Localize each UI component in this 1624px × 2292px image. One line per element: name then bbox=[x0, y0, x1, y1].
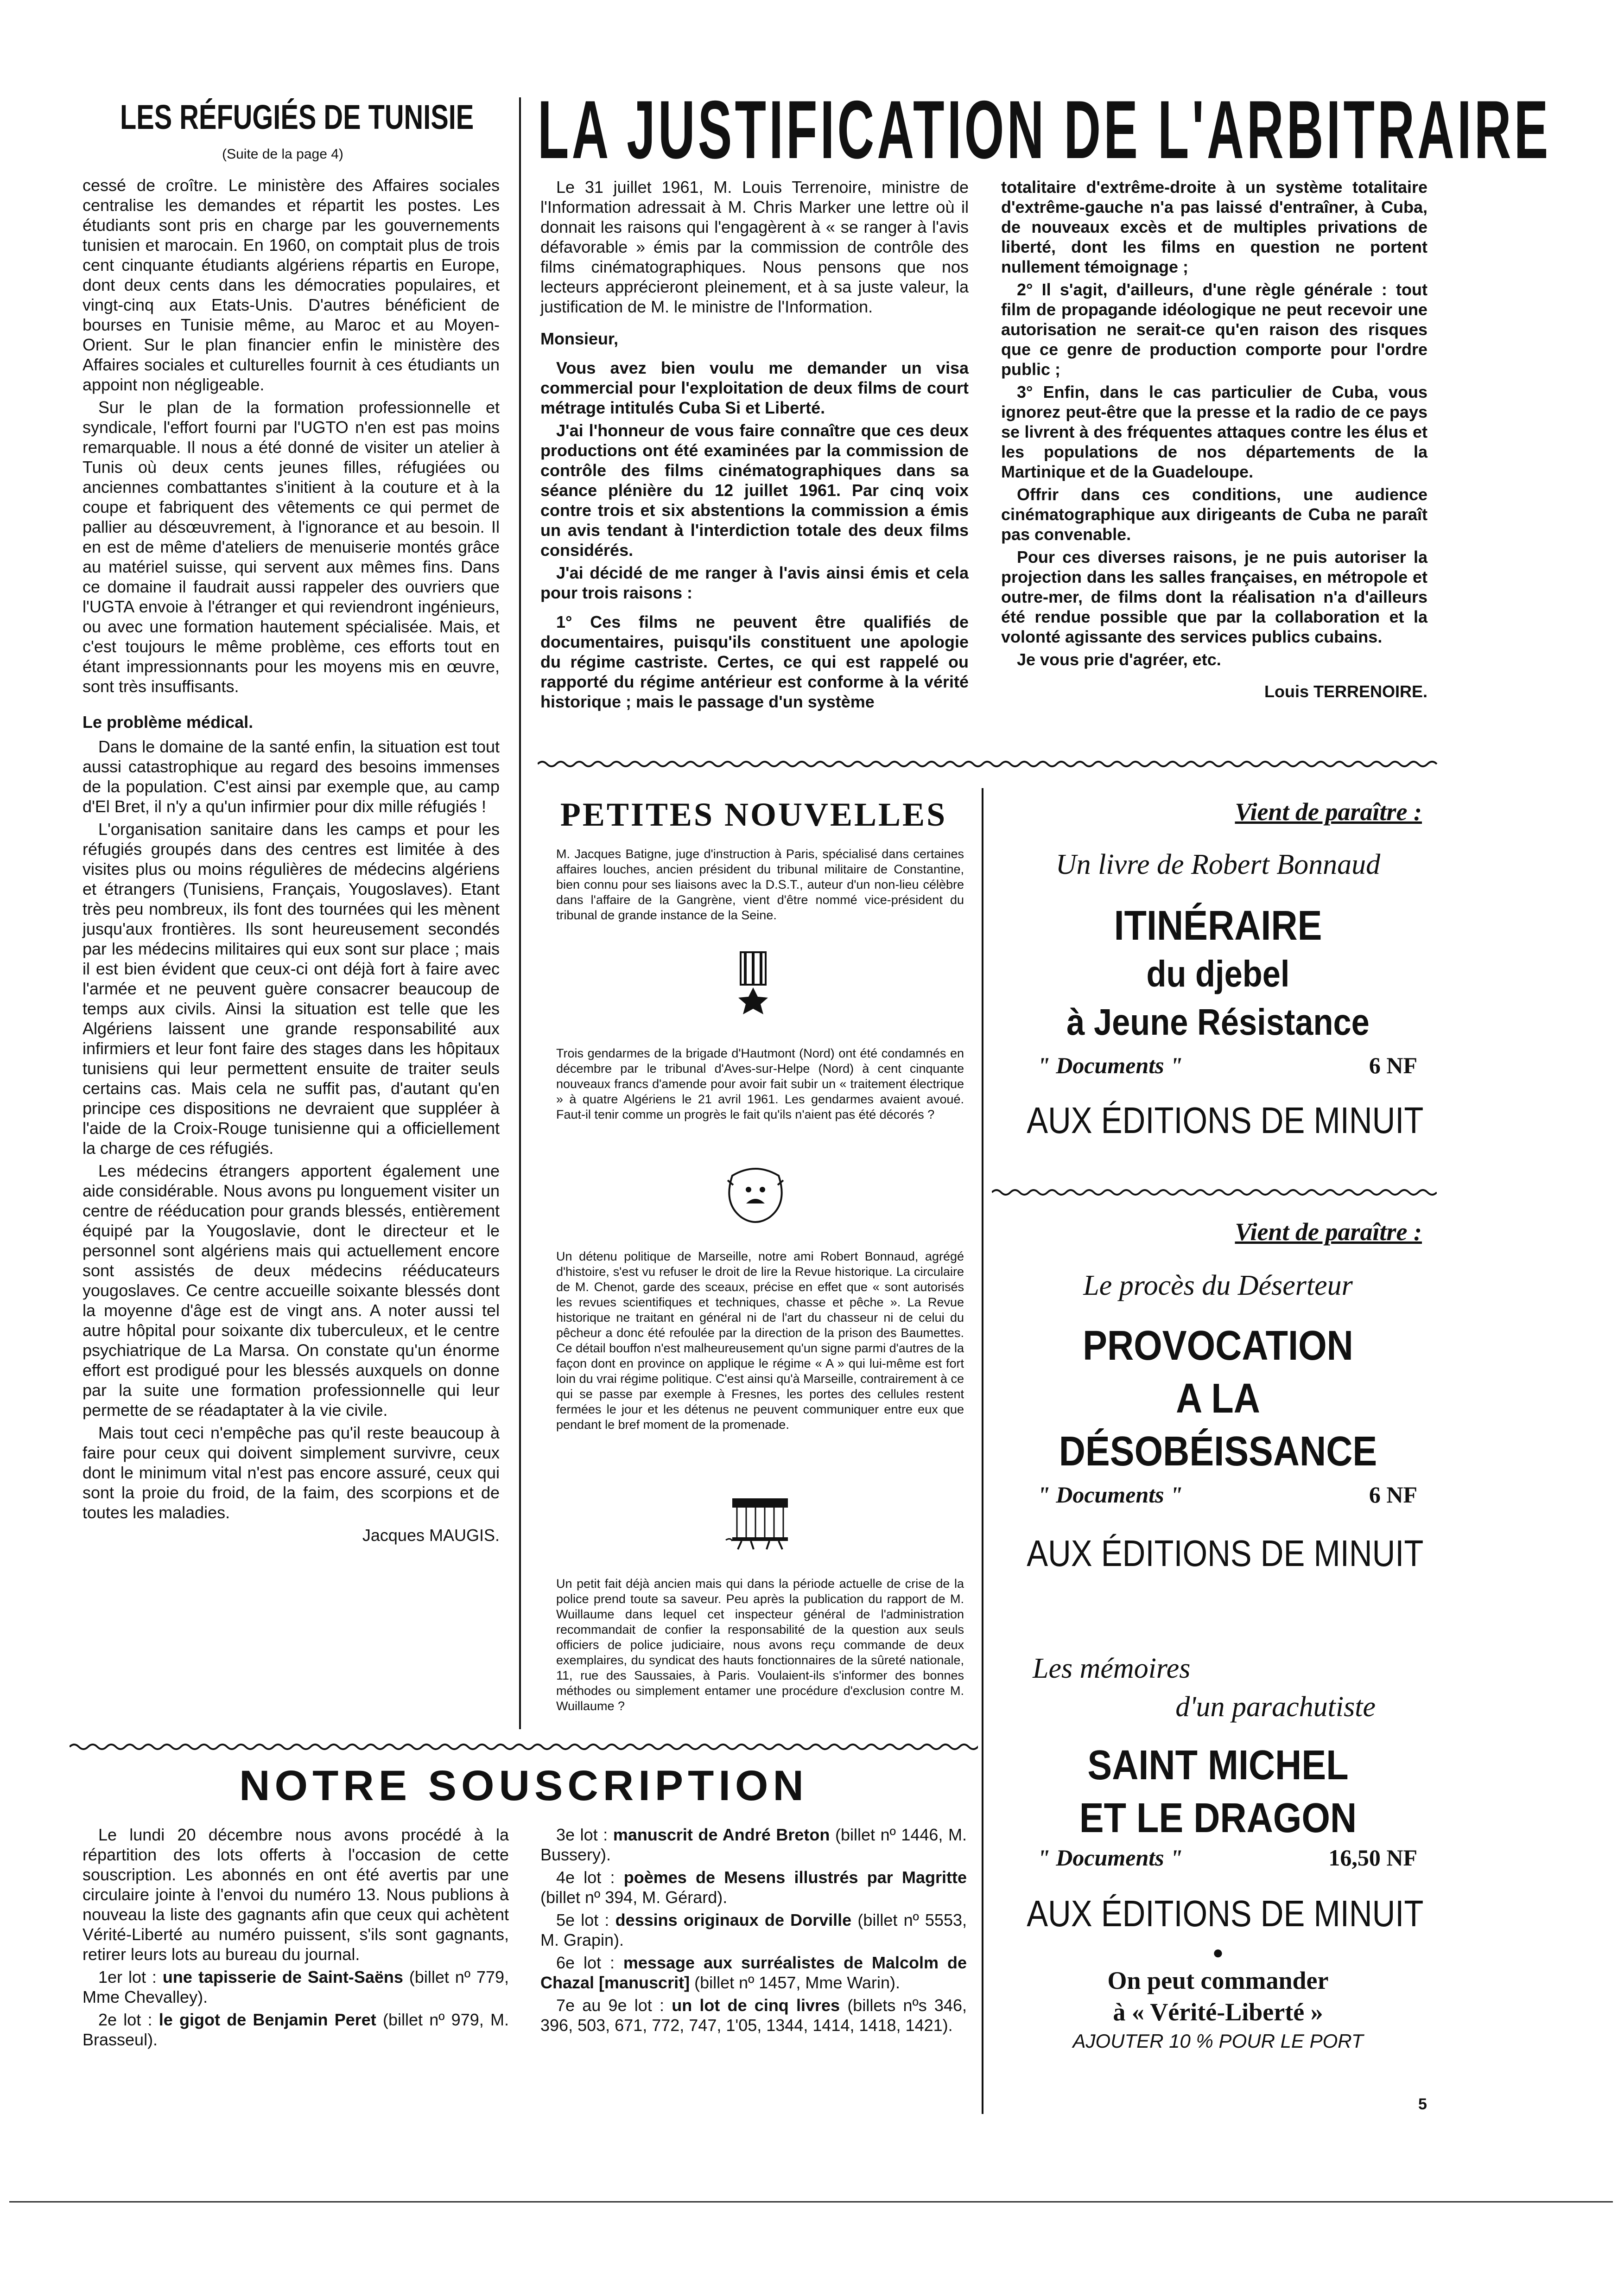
bullet-icon: ● bbox=[1212, 1942, 1224, 1963]
ad-kicker: Vient de paraître : bbox=[1235, 798, 1422, 826]
ad-provocation bbox=[996, 1217, 1440, 1576]
wavy-rule bbox=[70, 1741, 978, 1752]
ad-title-line: DÉSOBÉISSANCE bbox=[1059, 1428, 1377, 1475]
ad-order-line: à « Vérité-Liberté » bbox=[1113, 1998, 1323, 2026]
refugies-signature: Jacques MAUGIS. bbox=[362, 1526, 500, 1545]
ad-kicker: Vient de paraître : bbox=[1235, 1218, 1422, 1246]
refugies-paragraph: L'organisation sanitaire dans les camps et pour les réfugiés groupés dans des centres est limitée à des visites plus ou moins régulières de médecins algériens et étrangers (Tunisiens, Français, Yougoslaves). Etant très peu nombreux, ils font des tournées qui les mènent jusqu'aux frontières. Ils sont heureusement secondés par les médecins militaires qui eux sont sur place ; mais il est bien évident que ceux-ci ont déjà fort à faire avec l'armée et ne peuvent guère consacrer beaucoup de temps aux civils. Ainsi la situation est telle que les Algériens laissent une grande responsabilité aux infirmiers et leur font faire des stages dans les hôpitaux tunisiens qui leur permettent ensuite de traiter seuls certains cas. Mais cela ne suffit pas, d'autant qu'en principe ces dispositions ne devraient que suppléer à l'aide de la Croix-Rouge tunisienne qui a officiellement la charge de ces réfugiés. bbox=[82, 820, 500, 1158]
ad-docs bbox=[996, 1481, 1440, 1508]
ad-docs bbox=[996, 1052, 1440, 1079]
letter-paragraph: Pour ces diverses raisons, je ne puis autoriser la projection dans les salles françaises, en métropole et outre-mer, de films dont la réalisation n'a d'ailleurs été rendue possible que par la collaboration et la volonté agissante des services publics cubains. bbox=[1001, 548, 1427, 646]
refugies-paragraph: Dans le domaine de la santé enfin, la situation est tout aussi catastrophique au regard des besoins immenses de la population. C'est ainsi par exemple que, au camp d'El Bret, il n'y a qu'un infirmier pour dix mille réfugiés ! bbox=[82, 737, 500, 816]
ad-docs-label: " Documents " bbox=[1037, 1845, 1183, 1871]
ad-price: 6 NF bbox=[1369, 1052, 1417, 1078]
refugies-body bbox=[82, 175, 500, 1548]
justification-intro: Le 31 juillet 1961, M. Louis Terrenoire, ministre de l'Information adressait à M. Chris Marker une lettre où il donnait les raisons qui l'engagèrent à « se ranger à l'avis défavorable » émis par la commission de contrôle des films cinématographiques. Nous pensons que nos lecteurs apprécieront pleinement, et à sa juste valeur, la justification de M. le ministre de l'Information. bbox=[540, 178, 969, 316]
column-divider bbox=[519, 97, 521, 1729]
ad-author: Un livre de Robert Bonnaud bbox=[1055, 849, 1381, 880]
souscription-right bbox=[540, 1825, 967, 2038]
ad-order-line: On peut commander bbox=[1107, 1967, 1329, 1994]
ad-title-line: ET LE DRAGON bbox=[1079, 1795, 1357, 1841]
lot-item: 5e lot : dessins originaux de Dorville (billet nº 5553, M. Grapin). bbox=[540, 1910, 967, 1949]
ad-price: 6 NF bbox=[1369, 1482, 1417, 1508]
petites-title: PETITES NOUVELLES bbox=[560, 796, 947, 833]
ad-title-line: à Jeune Résistance bbox=[1066, 1001, 1370, 1043]
ad-docs bbox=[996, 1844, 1440, 1871]
refugies-subhead: Le problème médical. bbox=[82, 713, 254, 732]
wavy-rule bbox=[992, 1187, 1437, 1198]
face-illustration bbox=[723, 1162, 788, 1227]
ad-itineraire bbox=[996, 797, 1440, 1143]
souscription-title: NOTRE SOUSCRIPTION bbox=[239, 1762, 808, 1809]
petites-item: Trois gendarmes de la brigade d'Hautmont (Nord) ont été condamnés en décembre par le tribunal d'Aves-sur-Helpe (Nord) à cent cinquante nouveaux francs d'amende pour avoir fait subir un « traitement électrique » à quatre Algériens le 21 avril 1961. Les gendarmes avaient avoué. Faut-il tenir comme un progrès le fait qu'ils n'aient pas été décorés ? bbox=[556, 1046, 964, 1121]
page-number: 5 bbox=[1418, 2095, 1427, 2113]
ad-postage: AJOUTER 10 % POUR LE PORT bbox=[1072, 2030, 1364, 2052]
souscription-left bbox=[82, 1825, 509, 2052]
refugies-paragraph: cessé de croître. Le ministère des Affaires sociales centralise les demandes et répartit les postes. Les étudiants sont pris en charge par les gouvernements tunisien et marocain. En 1960, on comptait plus de trois cent cinquante étudiants algériens répartis en Europe, dont deux cents dans les démocraties populaires, et vingt-cinq aux Etats-Unis. D'autres bénéficient de bourses en Tunisie même, au Maroc et au Moyen-Orient. Sur le plan financier enfin le ministère des Affaires sociales et culturelles fournit à ces étudiants un appoint non négligeable. bbox=[82, 176, 500, 394]
letter-paragraph: Je vous prie d'agréer, etc. bbox=[1017, 650, 1221, 669]
petites-item: Un petit fait déjà ancien mais qui dans la période actuelle de crise de la police prend toute sa saveur. Peu après la publication du rapport de M. Wuillaume dans lequel cet inspecteur général de l'administration recommandait de confier la responsabilité de la question aux seuls officiers de police judiciaire, nous avons reçu commande de deux exemplaires, du syndicat des hauts fonctionnaires de la sûreté nationale, 11, rue des Saussaies, à Paris. Voulaient-ils s'informer des bonnes méthodes ou simplement entamer une procédure d'exclusion contre M. Wuillaume ? bbox=[556, 1577, 964, 1713]
ad-title-line: SAINT MICHEL bbox=[1087, 1742, 1349, 1789]
justification-col2 bbox=[540, 177, 969, 714]
lot-item: 2e lot : le gigot de Benjamin Peret (billet nº 979, M. Brasseul). bbox=[82, 2010, 509, 2049]
letter-paragraph: J'ai l'honneur de vous faire connaître que ces deux productions ont été examinées par la commission de contrôle des films cinématographiques dans sa séance plénière du 12 juillet 1961. Par cinq voix contre trois et six abstentions la commission a émis un avis tendant à l'interdiction totale des deux films considérés. bbox=[540, 421, 969, 560]
ads-divider bbox=[982, 788, 983, 2114]
letter-paragraph: Vous avez bien voulu me demander un visa commercial pour l'exploitation de deux films de court métrage intitulés Cuba Si et Liberté. bbox=[540, 358, 969, 417]
petites-body-2 bbox=[556, 1046, 964, 1130]
ad-publisher: AUX ÉDITIONS DE MINUIT bbox=[1027, 1100, 1424, 1141]
refugies-title: LES RÉFUGIÉS DE TUNISIE bbox=[120, 98, 474, 136]
lot-item: 1er lot : une tapisserie de Saint-Saëns (billet nº 779, Mme Chevalley). bbox=[82, 1967, 509, 2006]
refugies-paragraph: Mais tout ceci n'empêche pas qu'il reste beaucoup à faire pour ceux qui doivent simplement survivre, ceux dont le minimum vital n'est pas encore assuré, ceux qui sont la proie du froid, de la faim, des scorpions et de toutes les maladies. bbox=[82, 1423, 500, 1522]
justification-salutation: Monsieur, bbox=[540, 329, 619, 348]
justification-signature: Louis TERRENOIRE. bbox=[1264, 682, 1427, 701]
petites-item: M. Jacques Batigne, juge d'instruction à Paris, spécialisé dans certaines affaires louches, ancien président du tribunal militaire de Constantine, bien connu pour ses liaisons avec la D.S.T., auteur d'un non-lieu célèbre dans l'affaire de la Gangrène, vient d'être nommé vice-président du tribunal de grande instance de la Seine. bbox=[556, 847, 964, 922]
ad-title-line: ITINÉRAIRE bbox=[1114, 903, 1322, 949]
ad-publisher: AUX ÉDITIONS DE MINUIT bbox=[1027, 1893, 1424, 1934]
ad-docs-label: " Documents " bbox=[1037, 1052, 1183, 1078]
ad-publisher: AUX ÉDITIONS DE MINUIT bbox=[1027, 1533, 1424, 1574]
ad-title-line: A LA bbox=[1176, 1375, 1260, 1422]
letter-paragraph: 3° Enfin, dans le cas particulier de Cuba, vous ignorez peut-être que la presse et la radio de ce pays se livrent à des fréquentes attaques contre les élus et les populations de nos départements de la Martinique et de la Guadeloupe. bbox=[1001, 382, 1427, 481]
petites-body bbox=[556, 847, 964, 930]
ad-title-line: du djebel bbox=[1146, 953, 1290, 994]
medal-illustration bbox=[732, 950, 774, 1025]
petites-body-3 bbox=[556, 1249, 964, 1440]
refugies-paragraph: Sur le plan de la formation professionnelle et syndicale, l'effort fourni par l'UGTO n'en est pas moins remarquable. Il nous a été donné de visiter un atelier à Tunis où deux cents jeunes filles, réfugiées ou anciennes combattantes s'initient à la couture et à la coupe et fabriquent des vêtements ce qui permet de pallier au désœuvrement, à l'ignorance et au besoin. Il en est de même d'ateliers de menuiserie montés grâce au matériel suisse, qui servent aux mêmes fins. Dans ce domaine il faudrait aussi rappeler des ouvriers que l'UGTA envoie à l'étranger et qui reviendront ingénieurs, ou avec une formation hautement spécialisée. Mais, et c'est toujours le même problème, ces efforts tout en étant impressionnants pour les moyens mis en œuvre, sont très insuffisants. bbox=[82, 398, 500, 696]
lot-item: 7e au 9e lot : un lot de cinq livres (billets nºs 346, 396, 503, 671, 772, 747, 1'05, 1344, 1414, 1418, 1421). bbox=[540, 1996, 967, 2035]
ad-title-line: PROVOCATION bbox=[1083, 1323, 1353, 1369]
ad-subtitle: d'un parachutiste bbox=[1175, 1691, 1376, 1723]
petites-item: Un détenu politique de Marseille, notre ami Robert Bonnaud, agrégé d'histoire, s'est vu refuser le droit de lire la Revue historique. La circulaire de M. Chenot, garde des sceaux, précise en effet que « sont autorisés les revues scientifiques et techniques, chasse et pêche ». La Revue historique ne traitant en général ni de l'art du chasseur ni de celui du pêcheur a donc été refoulée par la direction de la prison des Baumettes. Ce détail bouffon n'est malheureusement qu'un signe parmi d'autres de la façon dont en province on applique le régime « A » qui lui-même est fort loin du vrai régime politique. C'est ainsi qu'à Marseille, contrairement à ce qui se passe par exemple à Fresnes, les portes des cellules restent fermées le jour et les détenus ne peuvent communiquer entre eux que pendant le bref moment de la promenade. bbox=[556, 1249, 964, 1432]
wavy-rule bbox=[538, 758, 1446, 770]
letter-paragraph: J'ai décidé de me ranger à l'avis ainsi émis et cela pour trois raisons : bbox=[540, 563, 969, 602]
lot-item: 6e lot : message aux surréalistes de Malcolm de Chazal [manuscrit] (billet nº 1457, Mme Warin). bbox=[540, 1953, 967, 1992]
ad-subtitle: Les mémoires bbox=[1033, 1653, 1191, 1684]
letter-paragraph: totalitaire d'extrême-droite à un système totalitaire d'extrême-gauche n'a pas laissé d'entraîner, à Cuba, de nouveaux excès et de multiples privations de liberté, dont les films en question ne portent nullement témoignage ; bbox=[1001, 178, 1427, 276]
souscription-intro: Le lundi 20 décembre nous avons procédé à la répartition des lots offerts à l'occasion de cette souscription. Les abonnés en ont été avertis par une circulaire jointe à l'envoi du numéro 13. Nous publions à nouveau la liste des gagnants afin que ceux qui achètent Vérité-Liberté au numéro puissent, s'ils sont gagnants, retirer leurs lots au bureau du journal. bbox=[82, 1825, 509, 1964]
letter-paragraph: Offrir dans ces conditions, une audience cinématographique aux dirigeants de Cuba ne paraît pas convenable. bbox=[1001, 485, 1427, 544]
refugies-paragraph: Les médecins étrangers apportent également une aide considérable. Nous avons pu longuement visiter un centre de rééducation pour grands blessés, entièrement équipé par la Yougoslavie, dont le directeur et le personnel sont algériens mais qui actuellement encore sont assistés de deux médecins rééducateurs yougoslaves. Ce centre accueille soixante blessés dont la moyenne d'âge est de vingt ans. A noter aussi tel autre hôpital pour soixante dix tuberculeux, et le centre psychiatrique de La Marsa. On constate qu'un énorme effort est prodigué pour les blessés auxquels on donne par la suite une formation professionnelle qui leur permette de se réadaptater à la vie civile. bbox=[82, 1161, 500, 1420]
letter-paragraph: 2° Il s'agit, d'ailleurs, d'une règle générale : tout film de propagande idéologique ne peut recevoir une autorisation ne serait-ce qu'en raison des risques que ce genre de production comporte pour l'ordre public ; bbox=[1001, 280, 1427, 379]
ad-price: 16,50 NF bbox=[1328, 1845, 1417, 1871]
ad-saint-michel bbox=[996, 1652, 1440, 2052]
lot-item: 4e lot : poèmes de Mesens illustrés par Magritte (billet nº 394, M. Gérard). bbox=[540, 1868, 967, 1907]
petites-body-4 bbox=[556, 1576, 964, 1721]
lot-item: 3e lot : manuscrit de André Breton (billet nº 1446, M. Bussery). bbox=[540, 1825, 967, 1864]
page-bottom-rule bbox=[9, 2201, 1613, 2203]
refugies-continued: (Suite de la page 4) bbox=[222, 146, 343, 162]
justification-title: LA JUSTIFICATION DE L'ARBITRAIRE bbox=[538, 83, 1551, 176]
justification-col3 bbox=[1001, 177, 1427, 704]
letter-paragraph: 1° Ces films ne peuvent être qualifiés de documentaires, puisqu'ils constituent une apologie du régime castriste. Certes, ce qui est rappelé ou rapporté du régime antérieur est conforme à la vérité historique ; mais le passage d'un système bbox=[540, 612, 969, 711]
ad-docs-label: " Documents " bbox=[1037, 1482, 1183, 1508]
cell-illustration bbox=[723, 1496, 797, 1551]
ad-subtitle: Le procès du Déserteur bbox=[1083, 1270, 1353, 1301]
